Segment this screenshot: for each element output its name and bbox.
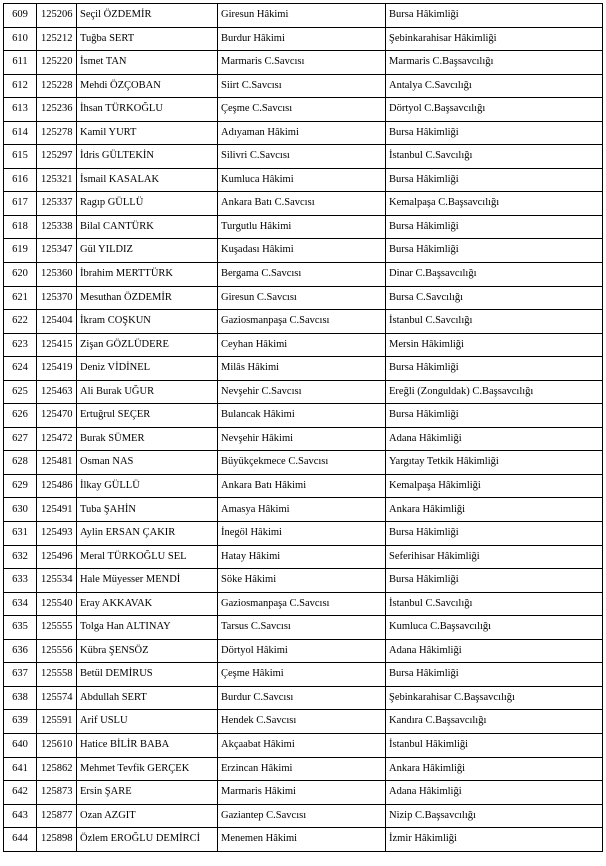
person-name-cell: Mehmet Tevfik GERÇEK xyxy=(77,757,218,781)
new-post-cell: İstanbul C.Savcılığı xyxy=(386,592,603,616)
table-row xyxy=(4,498,603,522)
appointment-table-body xyxy=(4,4,603,852)
new-post-cell: Ankara Hâkimliği xyxy=(386,757,603,781)
table-row xyxy=(4,639,603,663)
person-name-cell: İkram COŞKUN xyxy=(77,310,218,334)
row-number-cell: 610 xyxy=(4,27,37,51)
sicil-number-cell: 125555 xyxy=(37,616,77,640)
new-post-cell: Adana Hâkimliği xyxy=(386,781,603,805)
new-post-cell: Dörtyol C.Başsavcılığı xyxy=(386,98,603,122)
table-row xyxy=(4,686,603,710)
table-row xyxy=(4,4,603,28)
sicil-number-cell: 125404 xyxy=(37,310,77,334)
sicil-number-cell: 125220 xyxy=(37,51,77,75)
row-number-cell: 640 xyxy=(4,733,37,757)
new-post-cell: Dinar C.Başsavcılığı xyxy=(386,263,603,287)
person-name-cell: Ali Burak UĞUR xyxy=(77,380,218,404)
person-name-cell: Ertuğrul SEÇER xyxy=(77,404,218,428)
current-post-cell: Gaziosmanpaşa C.Savcısı xyxy=(218,310,386,334)
sicil-number-cell: 125877 xyxy=(37,804,77,828)
sicil-number-cell: 125898 xyxy=(37,828,77,852)
sicil-number-cell: 125472 xyxy=(37,427,77,451)
sicil-number-cell: 125212 xyxy=(37,27,77,51)
new-post-cell: Bursa Hâkimliği xyxy=(386,239,603,263)
table-row xyxy=(4,545,603,569)
new-post-cell: Bursa Hâkimliği xyxy=(386,522,603,546)
current-post-cell: Menemen Hâkimi xyxy=(218,828,386,852)
sicil-number-cell: 125493 xyxy=(37,522,77,546)
new-post-cell: Kumluca C.Başsavcılığı xyxy=(386,616,603,640)
table-row xyxy=(4,98,603,122)
row-number-cell: 616 xyxy=(4,168,37,192)
new-post-cell: Antalya C.Savcılığı xyxy=(386,74,603,98)
row-number-cell: 622 xyxy=(4,310,37,334)
sicil-number-cell: 125463 xyxy=(37,380,77,404)
current-post-cell: Ceyhan Hâkimi xyxy=(218,333,386,357)
new-post-cell: Seferihisar Hâkimliği xyxy=(386,545,603,569)
sicil-number-cell: 125610 xyxy=(37,733,77,757)
new-post-cell: İstanbul C.Savcılığı xyxy=(386,310,603,334)
current-post-cell: Siirt C.Savcısı xyxy=(218,74,386,98)
new-post-cell: Nizip C.Başsavcılığı xyxy=(386,804,603,828)
sicil-number-cell: 125206 xyxy=(37,4,77,28)
table-row xyxy=(4,592,603,616)
sicil-number-cell: 125574 xyxy=(37,686,77,710)
row-number-cell: 638 xyxy=(4,686,37,710)
person-name-cell: Özlem EROĞLU DEMİRCİ xyxy=(77,828,218,852)
current-post-cell: Kumluca Hâkimi xyxy=(218,168,386,192)
table-row xyxy=(4,380,603,404)
sicil-number-cell: 125591 xyxy=(37,710,77,734)
sicil-number-cell: 125360 xyxy=(37,263,77,287)
table-row xyxy=(4,310,603,334)
current-post-cell: Gaziosmanpaşa C.Savcısı xyxy=(218,592,386,616)
current-post-cell: Söke Hâkimi xyxy=(218,569,386,593)
new-post-cell: Ereğli (Zonguldak) C.Başsavcılığı xyxy=(386,380,603,404)
person-name-cell: Betül DEMİRUS xyxy=(77,663,218,687)
row-number-cell: 642 xyxy=(4,781,37,805)
sicil-number-cell: 125558 xyxy=(37,663,77,687)
current-post-cell: Marmaris C.Savcısı xyxy=(218,51,386,75)
row-number-cell: 620 xyxy=(4,263,37,287)
new-post-cell: Kemalpaşa Hâkimliği xyxy=(386,474,603,498)
current-post-cell: Bergama C.Savcısı xyxy=(218,263,386,287)
person-name-cell: Ersin ŞARE xyxy=(77,781,218,805)
sicil-number-cell: 125556 xyxy=(37,639,77,663)
person-name-cell: Hale Müyesser MENDİ xyxy=(77,569,218,593)
row-number-cell: 611 xyxy=(4,51,37,75)
person-name-cell: Abdullah SERT xyxy=(77,686,218,710)
row-number-cell: 631 xyxy=(4,522,37,546)
current-post-cell: Nevşehir C.Savcısı xyxy=(218,380,386,404)
sicil-number-cell: 125540 xyxy=(37,592,77,616)
table-row xyxy=(4,192,603,216)
person-name-cell: Arif USLU xyxy=(77,710,218,734)
person-name-cell: Aylin ERSAN ÇAKIR xyxy=(77,522,218,546)
table-row xyxy=(4,474,603,498)
new-post-cell: Bursa Hâkimliği xyxy=(386,168,603,192)
sicil-number-cell: 125337 xyxy=(37,192,77,216)
row-number-cell: 613 xyxy=(4,98,37,122)
row-number-cell: 637 xyxy=(4,663,37,687)
table-row xyxy=(4,215,603,239)
row-number-cell: 615 xyxy=(4,145,37,169)
row-number-cell: 612 xyxy=(4,74,37,98)
row-number-cell: 644 xyxy=(4,828,37,852)
new-post-cell: Adana Hâkimliği xyxy=(386,639,603,663)
person-name-cell: Kamil YURT xyxy=(77,121,218,145)
person-name-cell: Seçil ÖZDEMİR xyxy=(77,4,218,28)
current-post-cell: Hendek C.Savcısı xyxy=(218,710,386,734)
sicil-number-cell: 125228 xyxy=(37,74,77,98)
table-row xyxy=(4,757,603,781)
new-post-cell: Marmaris C.Başsavcılığı xyxy=(386,51,603,75)
person-name-cell: Ozan AZGIT xyxy=(77,804,218,828)
row-number-cell: 643 xyxy=(4,804,37,828)
row-number-cell: 629 xyxy=(4,474,37,498)
current-post-cell: Burdur C.Savcısı xyxy=(218,686,386,710)
row-number-cell: 621 xyxy=(4,286,37,310)
person-name-cell: İlkay GÜLLÜ xyxy=(77,474,218,498)
person-name-cell: Kübra ŞENSÖZ xyxy=(77,639,218,663)
table-row xyxy=(4,828,603,852)
current-post-cell: İnegöl Hâkimi xyxy=(218,522,386,546)
person-name-cell: Ragıp GÜLLÜ xyxy=(77,192,218,216)
new-post-cell: Bursa Hâkimliği xyxy=(386,404,603,428)
current-post-cell: Erzincan Hâkimi xyxy=(218,757,386,781)
table-row xyxy=(4,569,603,593)
sicil-number-cell: 125486 xyxy=(37,474,77,498)
new-post-cell: İzmir Hâkimliği xyxy=(386,828,603,852)
row-number-cell: 627 xyxy=(4,427,37,451)
sicil-number-cell: 125236 xyxy=(37,98,77,122)
table-row xyxy=(4,239,603,263)
person-name-cell: Tolga Han ALTINAY xyxy=(77,616,218,640)
new-post-cell: Bursa Hâkimliği xyxy=(386,569,603,593)
person-name-cell: Hatice BİLİR BABA xyxy=(77,733,218,757)
person-name-cell: İbrahim MERTTÜRK xyxy=(77,263,218,287)
new-post-cell: Bursa Hâkimliği xyxy=(386,215,603,239)
table-row xyxy=(4,451,603,475)
sicil-number-cell: 125297 xyxy=(37,145,77,169)
sicil-number-cell: 125491 xyxy=(37,498,77,522)
new-post-cell: Şebinkarahisar Hâkimliği xyxy=(386,27,603,51)
current-post-cell: Burdur Hâkimi xyxy=(218,27,386,51)
current-post-cell: Hatay Hâkimi xyxy=(218,545,386,569)
person-name-cell: Burak SÜMER xyxy=(77,427,218,451)
current-post-cell: Ankara Batı Hâkimi xyxy=(218,474,386,498)
new-post-cell: Ankara Hâkimliği xyxy=(386,498,603,522)
table-row xyxy=(4,427,603,451)
row-number-cell: 617 xyxy=(4,192,37,216)
sicil-number-cell: 125338 xyxy=(37,215,77,239)
sicil-number-cell: 125470 xyxy=(37,404,77,428)
new-post-cell: Mersin Hâkimliği xyxy=(386,333,603,357)
person-name-cell: Osman NAS xyxy=(77,451,218,475)
new-post-cell: Şebinkarahisar C.Başsavcılığı xyxy=(386,686,603,710)
new-post-cell: Kandıra C.Başsavcılığı xyxy=(386,710,603,734)
current-post-cell: Dörtyol Hâkimi xyxy=(218,639,386,663)
row-number-cell: 609 xyxy=(4,4,37,28)
table-row xyxy=(4,74,603,98)
table-row xyxy=(4,663,603,687)
sicil-number-cell: 125534 xyxy=(37,569,77,593)
row-number-cell: 632 xyxy=(4,545,37,569)
current-post-cell: Silivri C.Savcısı xyxy=(218,145,386,169)
table-row xyxy=(4,357,603,381)
sicil-number-cell: 125370 xyxy=(37,286,77,310)
row-number-cell: 641 xyxy=(4,757,37,781)
row-number-cell: 635 xyxy=(4,616,37,640)
row-number-cell: 623 xyxy=(4,333,37,357)
current-post-cell: Adıyaman Hâkimi xyxy=(218,121,386,145)
current-post-cell: Giresun Hâkimi xyxy=(218,4,386,28)
table-row xyxy=(4,51,603,75)
table-row xyxy=(4,168,603,192)
sicil-number-cell: 125415 xyxy=(37,333,77,357)
row-number-cell: 633 xyxy=(4,569,37,593)
person-name-cell: İhsan TÜRKOĞLU xyxy=(77,98,218,122)
sicil-number-cell: 125862 xyxy=(37,757,77,781)
sicil-number-cell: 125419 xyxy=(37,357,77,381)
current-post-cell: Milâs Hâkimi xyxy=(218,357,386,381)
current-post-cell: Bulancak Hâkimi xyxy=(218,404,386,428)
table-row xyxy=(4,710,603,734)
row-number-cell: 639 xyxy=(4,710,37,734)
row-number-cell: 634 xyxy=(4,592,37,616)
appointment-table xyxy=(3,3,603,852)
person-name-cell: İsmail KASALAK xyxy=(77,168,218,192)
sicil-number-cell: 125496 xyxy=(37,545,77,569)
current-post-cell: Giresun C.Savcısı xyxy=(218,286,386,310)
new-post-cell: Kemalpaşa C.Başsavcılığı xyxy=(386,192,603,216)
row-number-cell: 626 xyxy=(4,404,37,428)
current-post-cell: Kuşadası Hâkimi xyxy=(218,239,386,263)
current-post-cell: Büyükçekmece C.Savcısı xyxy=(218,451,386,475)
table-row xyxy=(4,263,603,287)
table-row xyxy=(4,522,603,546)
person-name-cell: Eray AKKAVAK xyxy=(77,592,218,616)
person-name-cell: Bilal CANTÜRK xyxy=(77,215,218,239)
person-name-cell: Deniz VİDİNEL xyxy=(77,357,218,381)
current-post-cell: Tarsus C.Savcısı xyxy=(218,616,386,640)
current-post-cell: Nevşehir Hâkimi xyxy=(218,427,386,451)
row-number-cell: 618 xyxy=(4,215,37,239)
table-row xyxy=(4,733,603,757)
person-name-cell: Mesuthan ÖZDEMİR xyxy=(77,286,218,310)
row-number-cell: 614 xyxy=(4,121,37,145)
row-number-cell: 636 xyxy=(4,639,37,663)
table-row xyxy=(4,781,603,805)
current-post-cell: Turgutlu Hâkimi xyxy=(218,215,386,239)
sicil-number-cell: 125347 xyxy=(37,239,77,263)
new-post-cell: Bursa C.Savcılığı xyxy=(386,286,603,310)
person-name-cell: Zişan GÖZLÜDERE xyxy=(77,333,218,357)
table-row xyxy=(4,121,603,145)
table-row xyxy=(4,404,603,428)
new-post-cell: İstanbul Hâkimliği xyxy=(386,733,603,757)
person-name-cell: Mehdi ÖZÇOBAN xyxy=(77,74,218,98)
current-post-cell: Amasya Hâkimi xyxy=(218,498,386,522)
sicil-number-cell: 125481 xyxy=(37,451,77,475)
person-name-cell: Gül YILDIZ xyxy=(77,239,218,263)
person-name-cell: İdris GÜLTEKİN xyxy=(77,145,218,169)
table-row xyxy=(4,286,603,310)
sicil-number-cell: 125321 xyxy=(37,168,77,192)
table-row xyxy=(4,27,603,51)
sicil-number-cell: 125278 xyxy=(37,121,77,145)
row-number-cell: 625 xyxy=(4,380,37,404)
table-row xyxy=(4,333,603,357)
new-post-cell: Bursa Hâkimliği xyxy=(386,663,603,687)
new-post-cell: Bursa Hâkimliği xyxy=(386,4,603,28)
person-name-cell: Tuba ŞAHİN xyxy=(77,498,218,522)
sicil-number-cell: 125873 xyxy=(37,781,77,805)
new-post-cell: Bursa Hâkimliği xyxy=(386,357,603,381)
new-post-cell: İstanbul C.Savcılığı xyxy=(386,145,603,169)
current-post-cell: Akçaabat Hâkimi xyxy=(218,733,386,757)
row-number-cell: 619 xyxy=(4,239,37,263)
table-row xyxy=(4,145,603,169)
row-number-cell: 628 xyxy=(4,451,37,475)
new-post-cell: Adana Hâkimliği xyxy=(386,427,603,451)
new-post-cell: Yargıtay Tetkik Hâkimliği xyxy=(386,451,603,475)
new-post-cell: Bursa Hâkimliği xyxy=(386,121,603,145)
current-post-cell: Gaziantep C.Savcısı xyxy=(218,804,386,828)
current-post-cell: Ankara Batı C.Savcısı xyxy=(218,192,386,216)
person-name-cell: Tuğba SERT xyxy=(77,27,218,51)
current-post-cell: Çeşme C.Savcısı xyxy=(218,98,386,122)
person-name-cell: Meral TÜRKOĞLU SEL xyxy=(77,545,218,569)
table-row xyxy=(4,804,603,828)
person-name-cell: İsmet TAN xyxy=(77,51,218,75)
table-row xyxy=(4,616,603,640)
row-number-cell: 624 xyxy=(4,357,37,381)
current-post-cell: Marmaris Hâkimi xyxy=(218,781,386,805)
current-post-cell: Çeşme Hâkimi xyxy=(218,663,386,687)
row-number-cell: 630 xyxy=(4,498,37,522)
